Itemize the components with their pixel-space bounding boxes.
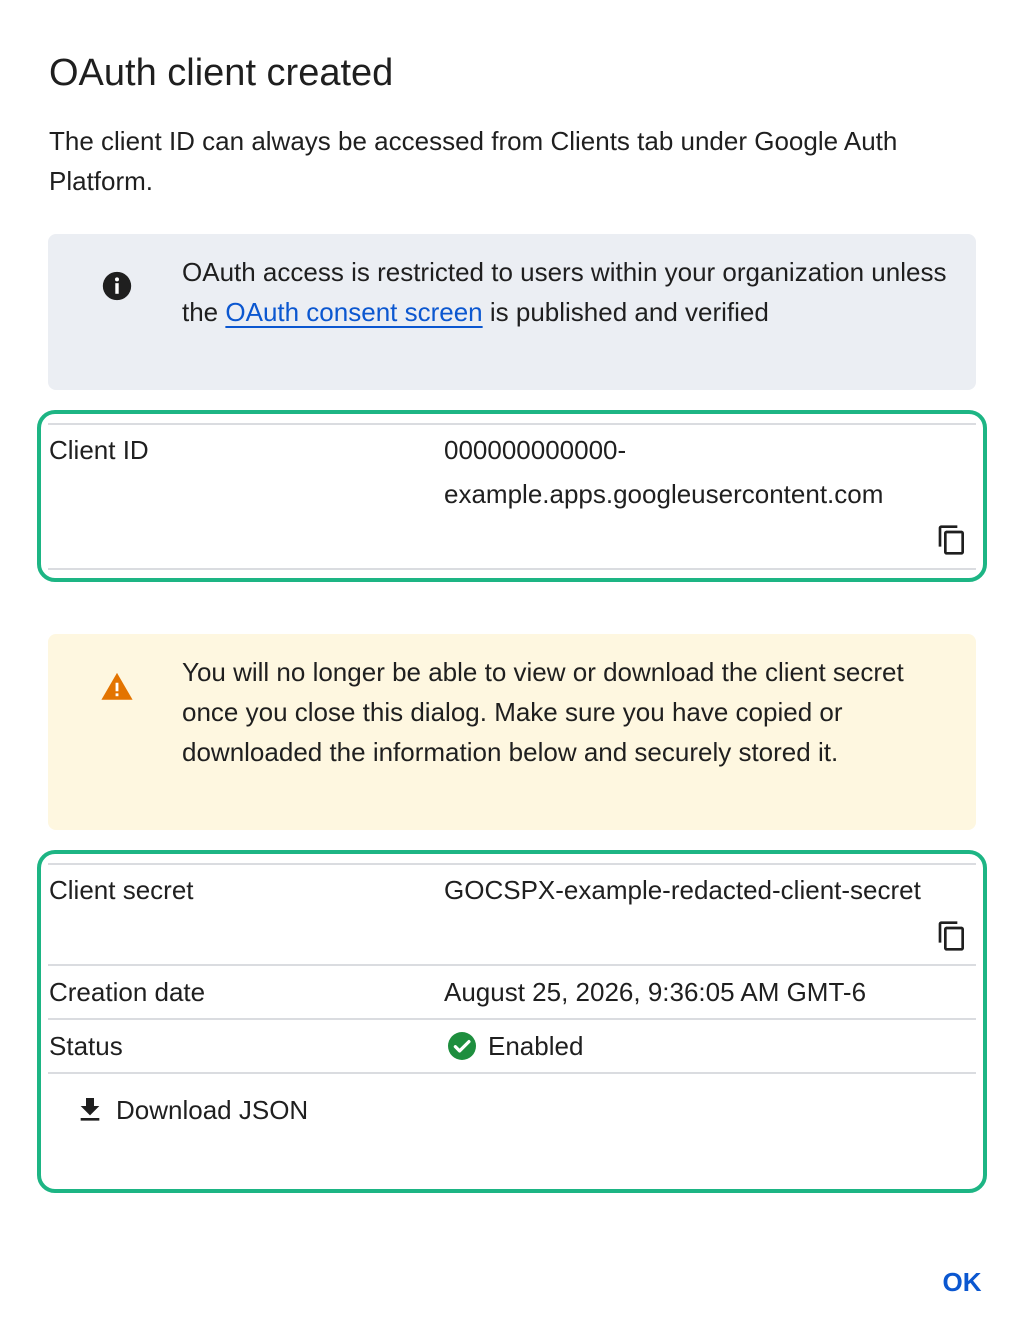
info-banner-text — [182, 252, 962, 332]
client-id-label: Client ID — [49, 435, 149, 465]
info-icon — [100, 269, 134, 303]
dialog-intro-text: The client ID can always be accessed from Clients tab under Google Auth Platform. — [49, 126, 898, 196]
warning-icon — [100, 670, 134, 704]
client-id-highlight — [37, 410, 987, 582]
client-secret-label: Client secret — [49, 875, 194, 905]
status-text: Enabled — [488, 1031, 584, 1061]
client-secret-highlight — [37, 850, 987, 1193]
client-secret-value: GOCSPX-example-redacted-client-secret — [444, 875, 921, 905]
dialog-title: OAuth client created — [49, 52, 394, 94]
creation-date-label: Creation date — [49, 977, 206, 1007]
oauth-consent-screen-link[interactable]: OAuth consent screen — [225, 297, 483, 327]
status-label: Status — [49, 1031, 123, 1061]
client-id-value-line1: 000000000000- — [444, 435, 627, 465]
download-json-label: Download JSON — [116, 1095, 309, 1125]
info-banner-text-after: is published and verified — [482, 297, 769, 327]
warning-banner — [48, 634, 976, 830]
ok-button[interactable]: OK — [942, 1267, 982, 1297]
info-banner-text-before: OAuth access is restricted to users within your organization unless the — [182, 257, 947, 327]
client-id-value-line2: example.apps.googleusercontent.com — [444, 479, 884, 509]
warning-banner-text: You will no longer be able to view or download the client secret once you close this dialog. Make sure you have copied or downloaded the information below and securely stored it. — [182, 657, 904, 767]
creation-date-value: August 25, 2026, 9:36:05 AM GMT-6 — [444, 977, 867, 1007]
info-banner — [48, 234, 976, 390]
